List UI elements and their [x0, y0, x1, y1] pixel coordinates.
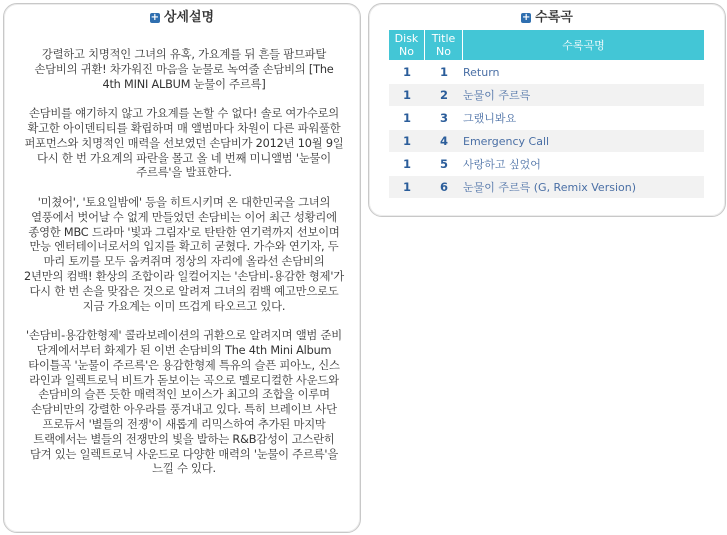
track-title-no: 4 — [425, 130, 463, 152]
track-row — [389, 84, 704, 106]
description-panel — [3, 3, 361, 533]
track-title-link[interactable]: Return — [463, 65, 500, 79]
track-title-no: 5 — [439, 157, 448, 171]
track-title-no: 2 — [425, 84, 463, 106]
track-title-no: 3 — [439, 111, 448, 125]
tracklist-panel-heading — [369, 10, 725, 26]
track-row — [389, 176, 704, 198]
column-header-song-title: 수록곡명 — [463, 30, 704, 60]
tracklist-panel — [368, 3, 726, 217]
track-disk-no: 1 — [389, 130, 425, 152]
description-panel-title: 상세설명 — [163, 10, 215, 25]
track-title-no: 6 — [425, 176, 463, 198]
track-title-link[interactable]: 눈물이 주르륵 — [463, 84, 704, 106]
plus-icon: + — [150, 12, 160, 23]
column-header-disk-no: Disk No — [389, 30, 425, 60]
track-disk-no: 1 — [389, 84, 425, 106]
track-title-link[interactable]: 눈물이 주르륵 (G, Remix Version) — [463, 176, 704, 198]
description-panel-heading — [4, 10, 360, 26]
description-text — [24, 48, 344, 492]
track-disk-no: 1 — [389, 176, 425, 198]
track-disk-no: 1 — [402, 65, 411, 79]
plus-icon: + — [521, 12, 531, 23]
description-paragraph-4: '손담비-용감한형제' 콜라보레이션의 귀환으로 알려지며 앨범 준비 단계에서부터 화제가 된 이번 손담비의 The 4th Mini Album 타이틀곡 '눈물이 주르륵'은 용감한형제 특유의 슬픈 피아노, 신스 라인과 일렉트로닉 비트가 돋보이는 곡으로 멜로디컬한 사운드와 손담비의 슬픈 듯한 매력적인 보이스가 최고의 조합을 이루며 손담비만의 강렬한 아우라를 풍겨내고 있다. 특히 브레이브 사단 프로듀서 '별들의 전쟁'이 새롭게 리믹스하여 추가된 마지막 트랙에서는 별들의 전쟁만의 빛을 발하는 R&B감성이 고스란히 담겨 있는 일렉트로닉 사운드로 다양한 매력의 '눈물이 주르륵'을 느낄 수 있다. — [26, 329, 342, 476]
description-paragraph-1: 강렬하고 치명적인 그녀의 유혹, 가요계를 뒤 흔들 팜므파탈 손담비의 귀환! 차가워진 마음을 눈물로 녹여줄 손담비의 [The 4th MINI ALBUM 눈물이 주르륵] — [34, 48, 334, 91]
tracklist-panel-title: 수록곡 — [535, 10, 573, 25]
track-disk-no: 1 — [402, 111, 411, 125]
tracklist-table — [389, 29, 704, 199]
track-title-link[interactable]: Emergency Call — [463, 130, 704, 152]
track-disk-no: 1 — [402, 157, 411, 171]
tracklist-header-row — [389, 30, 704, 60]
track-title-link[interactable]: 그랬니봐요 — [463, 112, 517, 125]
column-header-title-no: Title No — [425, 30, 463, 60]
track-row — [389, 130, 704, 152]
track-row — [389, 153, 704, 175]
description-paragraph-2: 손담비를 얘기하지 않고 가요계를 논할 수 없다! 솔로 여가수로의 확고한 아이덴티티를 확립하며 매 앨범마다 차원이 다른 파워풀한 퍼포먼스와 치명적인 매력을 선보였던 손담비가 2012년 10월 9일 다시 한 번 가요계의 파란을 몰고 올 네 번째 미니앨범 '눈물이 주르륵'을 발표한다. — [24, 107, 344, 180]
track-title-no: 1 — [439, 65, 448, 79]
track-row — [389, 107, 704, 129]
track-title-link[interactable]: 사랑하고 싶었어 — [463, 158, 541, 171]
description-paragraph-3: '미쳤어', '토요일밤에' 등을 히트시키며 온 대한민국을 그녀의 열풍에서 벗어날 수 없게 만들었던 손담비는 이어 최근 성황리에 종영한 MBC 드라마 '빛과 그림자'로 탄탄한 연기력까지 선보이며 만능 엔터테이너로서의 입지를 확고히 굳혔다. 가수와 연기자, 두 마리 토끼를 모두 움켜쥐며 정상의 자리에 올라선 손담비의 2년만의 컴백! 환상의 조합이라 일컬어지는 '손담비-용감한 형제'가 다시 한 번 손을 맞잡은 것으로 알려져 그녀의 컴백 예고만으로도 지금 가요계는 이미 뜨겁게 타오르고 있다. — [24, 195, 344, 313]
track-row — [389, 61, 704, 83]
